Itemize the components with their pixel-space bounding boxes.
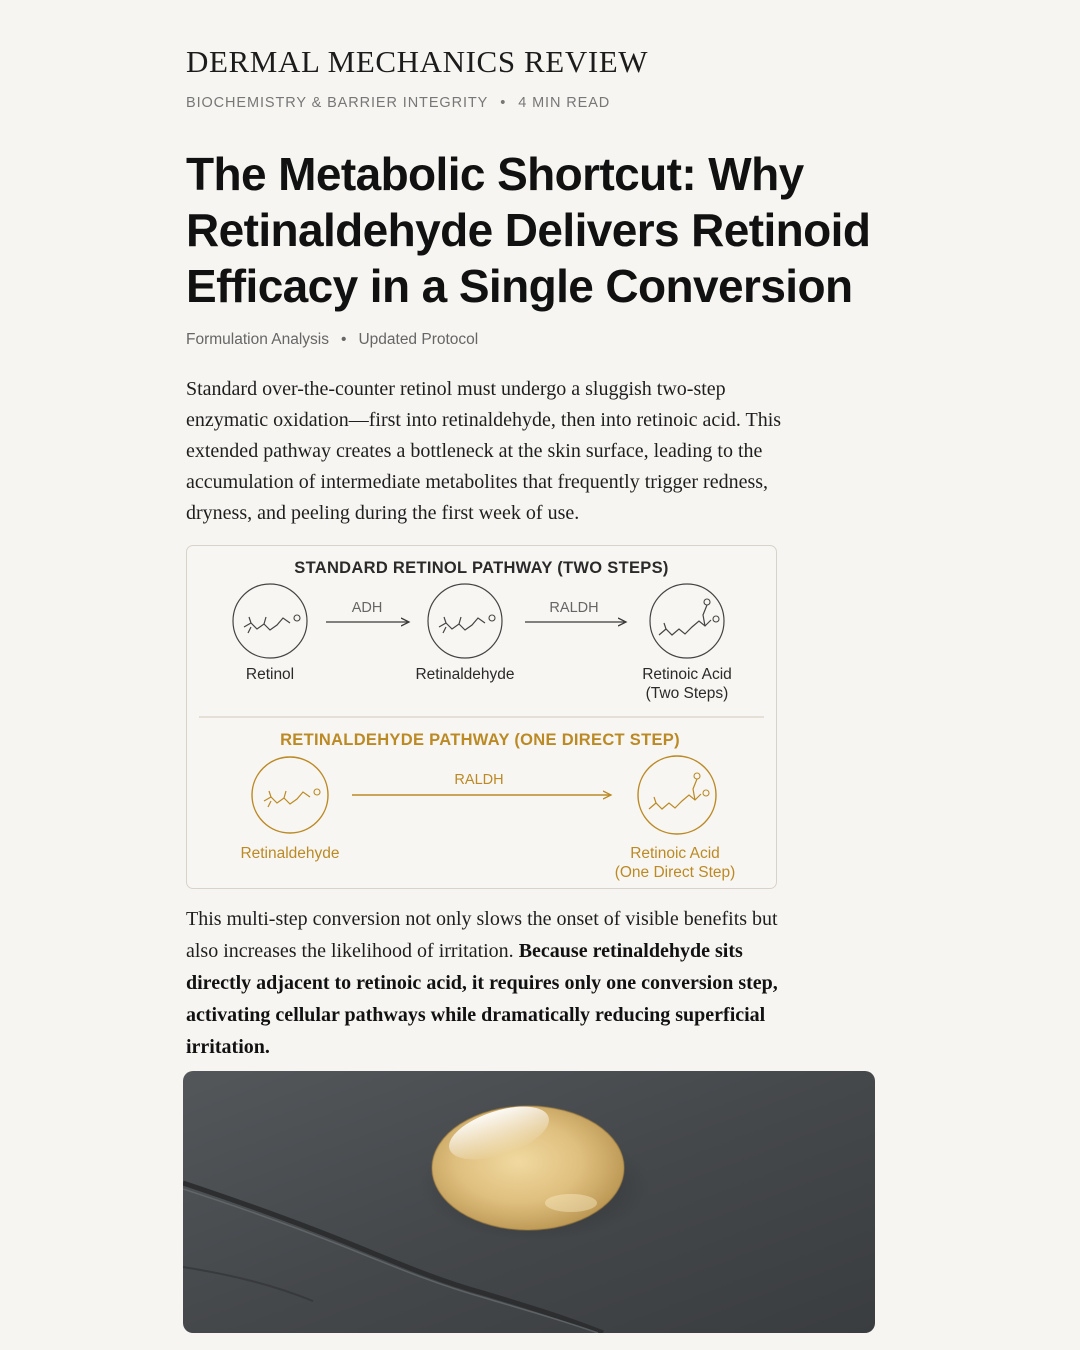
node-label-retinol: Retinol [245, 666, 295, 683]
label-line: Retinoic Acid [642, 666, 732, 683]
section-label[interactable]: BIOCHEMISTRY & BARRIER INTEGRITY [186, 95, 489, 111]
article-headline: The Metabolic Shortcut: Why Retinaldehyde Delivers Retinoid Efficacy in a Single Conversion [186, 148, 871, 312]
lead-paragraph: Standard over-the-counter retinol must undergo a sluggish two-step enzymatic oxidation—first into retinaldehyde, then into retinoic acid. This extended pathway creates a bottleneck at the skin surface, leading to the accumulation of intermediate metabolites that frequently trigger redness, dryness, and peeling during the first week of use. [186, 378, 782, 524]
enzyme-label-adh: ADH [351, 600, 383, 616]
label-line: (One Direct Step) [614, 864, 736, 881]
enzyme-label-raldh: RALDH [549, 600, 599, 616]
retinaldehyde-molecule-icon [428, 584, 502, 658]
status-label: Updated Protocol [358, 331, 479, 348]
kicker [186, 95, 610, 113]
node-label-retinaldehyde: Retinaldehyde [415, 666, 515, 683]
retinol-molecule-icon [233, 584, 307, 658]
byline [186, 331, 478, 349]
node-label-retinoic-acid-direct [585, 844, 765, 882]
body-plain-text: This multi-step conversion not only slows the onset of visible benefits but also increases the likelihood of irritation. [186, 908, 778, 962]
retinaldehyde-molecule-icon [252, 757, 328, 833]
node-label-retinaldehyde-direct: Retinaldehyde [240, 845, 340, 862]
direct-pathway-title: RETINALDEHYDE PATHWAY (ONE DIRECT STEP) [280, 731, 680, 749]
body-paragraph [186, 903, 786, 1063]
label-line: Retinoic Acid [630, 845, 720, 862]
retinoic-acid-molecule-icon [650, 584, 724, 658]
masthead: DERMAL MECHANICS REVIEW [186, 44, 649, 79]
diagram-graphics [187, 546, 776, 888]
separator-dot: • [500, 95, 507, 111]
standard-pathway-title: STANDARD RETINOL PATHWAY (TWO STEPS) [294, 559, 669, 577]
pathway-diagram [186, 545, 777, 889]
body-bold-text: Because retinaldehyde sits directly adjacent to retinoic acid, it requires only one conversion step, activating cellular pathways while dramatically reducing superficial irritation. [186, 940, 778, 1058]
node-label-retinoic-acid [607, 665, 767, 703]
retinoic-acid-molecule-icon [638, 756, 716, 834]
label-line: (Two Steps) [645, 685, 729, 702]
enzyme-label-raldh-direct: RALDH [454, 772, 504, 788]
separator-dot: • [341, 331, 347, 348]
category-label[interactable]: Formulation Analysis [186, 331, 330, 348]
serum-droplet-photo [183, 1071, 875, 1333]
read-time: 4 MIN READ [518, 95, 611, 111]
